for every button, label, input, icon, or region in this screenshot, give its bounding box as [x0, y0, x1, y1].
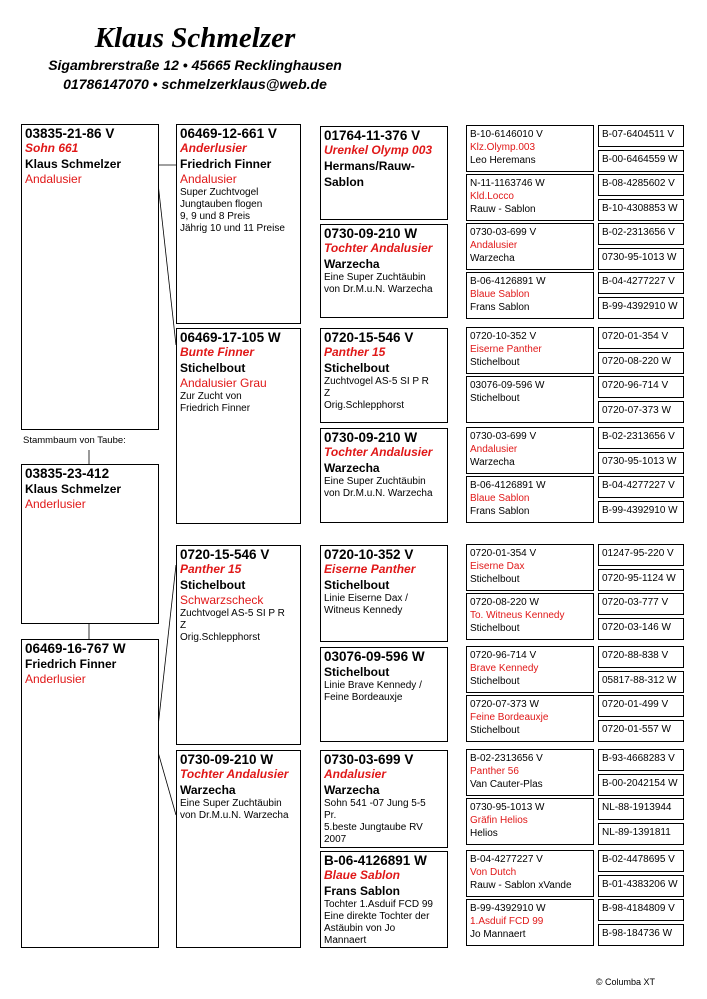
ancestor-card-gen5[interactable]: [598, 327, 684, 349]
ancestor-card-gen5[interactable]: [598, 223, 684, 245]
pigeon-name: Tochter Andalusier: [324, 445, 433, 459]
color: Andalusier: [180, 172, 237, 186]
pigeon-name: Tochter Andalusier: [180, 767, 289, 781]
pigeon-name: 1.Asduif FCD 99: [470, 916, 544, 927]
remarks: Zuchtvogel AS-5 SI P R Z Orig.Schlepphorst: [324, 376, 429, 411]
ring-number: 0720-15-546 V: [324, 330, 414, 345]
ancestor-card-gen5[interactable]: [598, 125, 684, 147]
owner: Rauw - Sablon xVande: [470, 880, 572, 891]
ring-number: 0730-95-1013 W: [602, 455, 677, 467]
ring-number: 03076-09-596 W: [324, 649, 425, 664]
ring-number: B-04-4277227 V: [602, 480, 675, 491]
pigeon-name: Eiserne Panther: [470, 344, 542, 355]
ancestor-card-gen4[interactable]: [466, 850, 594, 897]
ring-number: 03835-21-86 V: [25, 126, 115, 141]
ring-number: B-10-4308853 W: [602, 202, 678, 214]
ring-number: 0720-07-373 W: [602, 404, 671, 416]
owner: Stichelbout: [470, 357, 520, 368]
ring-number: 0720-95-1124 W: [602, 572, 676, 584]
owner: Klaus Schmelzer: [25, 157, 122, 171]
ancestor-card-gen5[interactable]: [598, 272, 684, 294]
owner: Stichelbout: [324, 361, 390, 375]
ancestor-card-gen5[interactable]: [598, 569, 684, 591]
subject-pigeon-card[interactable]: [21, 124, 159, 430]
pigeon-name: Blaue Sablon: [324, 868, 401, 882]
ring-number: B-99-4392910 W: [602, 504, 678, 516]
pigeon-name: Panther 15: [324, 345, 386, 359]
ancestor-card-gen4[interactable]: [466, 899, 594, 946]
ring-number: NL-89-1391811: [602, 826, 671, 838]
ring-number: 0720-01-354 V: [470, 548, 537, 559]
owner: Stichelbout: [470, 676, 520, 687]
ancestor-card-gen5[interactable]: [598, 798, 684, 820]
ring-number: 0720-10-352 V: [324, 547, 414, 562]
remarks: Zuchtvogel AS-5 SI P R Z Orig.Schlepphorst: [180, 608, 285, 643]
ancestor-card-gen4[interactable]: [466, 798, 594, 845]
ancestor-card-gen5[interactable]: [598, 823, 684, 845]
ancestor-card-gen5[interactable]: [598, 749, 684, 771]
remarks: Eine Super Zuchtäubin von Dr.M.u.N. Warzecha: [180, 798, 289, 821]
owner: Van Cauter-Plas: [470, 779, 543, 790]
mother-card[interactable]: [21, 639, 159, 948]
owner: Leo Heremans: [470, 155, 536, 166]
pigeon-name: Panther 15: [180, 562, 242, 576]
ring-number: B-98-4184809 V: [602, 903, 675, 914]
ring-number: 0730-09-210 W: [324, 430, 418, 445]
owner: Stichelbout: [470, 623, 520, 634]
great-grandparent-card[interactable]: [320, 224, 448, 318]
ring-number: B-06-4126891 W: [470, 276, 546, 287]
footer-copyright: © Columba XT: [595, 977, 655, 987]
ancestor-card-gen4[interactable]: [466, 327, 594, 374]
ancestor-card-gen5[interactable]: [598, 352, 684, 374]
owner: Stichelbout: [470, 725, 520, 736]
ring-number: 0720-07-373 W: [470, 699, 539, 710]
ring-number: B-06-4126891 W: [324, 853, 427, 868]
ring-number: 0730-95-1013 W: [602, 251, 677, 263]
ring-number: 0720-08-220 W: [470, 597, 539, 608]
owner: Friedrich Finner: [180, 157, 272, 171]
pigeon-name: Bunte Finner: [180, 345, 254, 359]
ancestor-card-gen5[interactable]: [598, 174, 684, 196]
ring-number: 0720-88-838 V: [602, 650, 669, 661]
ring-number: B-99-4392910 W: [602, 300, 678, 312]
owner: Hermans/Rauw- Sablon: [324, 159, 415, 189]
ancestor-card-gen5[interactable]: [598, 899, 684, 921]
pigeon-name: Gräfin Helios: [470, 815, 528, 826]
remarks: Eine Super Zuchtäubin von Dr.M.u.N. Warzecha: [324, 476, 433, 499]
great-grandparent-card[interactable]: [320, 328, 448, 423]
ancestor-card-gen4[interactable]: [466, 223, 594, 270]
owner: Warzecha: [324, 783, 380, 797]
owner: Warzecha: [180, 783, 236, 797]
ring-number: 0730-09-210 W: [180, 752, 274, 767]
ring-number: 0720-96-714 V: [470, 650, 537, 661]
ring-number: 0720-01-499 V: [602, 699, 669, 710]
ancestor-card-gen5[interactable]: [598, 875, 684, 897]
ring-number: 06469-17-105 W: [180, 330, 281, 345]
owner: Frans Sablon: [470, 506, 530, 517]
pigeon-name: Von Dutch: [470, 867, 517, 878]
owner: Jo Mannaert: [470, 929, 526, 940]
owner: Warzecha: [470, 457, 515, 468]
color: Andalusier Grau: [180, 376, 267, 390]
ring-number: 0730-95-1013 W: [470, 802, 545, 813]
ring-number: 01764-11-376 V: [324, 128, 421, 143]
ring-number: 0720-96-714 V: [602, 380, 669, 391]
remarks: Zur Zucht von Friedrich Finner: [180, 391, 251, 414]
ancestor-card-gen5[interactable]: [598, 150, 684, 172]
pigeon-name: Urenkel Olymp 003: [324, 143, 433, 157]
ancestor-card-gen5[interactable]: [598, 924, 684, 946]
pigeon-name: Tochter Andalusier: [324, 241, 433, 255]
ring-number: B-98-184736 W: [602, 927, 673, 939]
ancestor-card-gen5[interactable]: [598, 720, 684, 742]
ring-number: 0720-15-546 V: [180, 547, 270, 562]
ring-number: B-10-6146010 V: [470, 129, 543, 140]
ancestor-card-gen4[interactable]: [466, 544, 594, 591]
ring-number: B-02-2313656 V: [470, 753, 543, 764]
grandparent-card[interactable]: [176, 545, 301, 745]
breeder-name: Klaus Schmelzer: [94, 22, 296, 54]
ancestor-card-gen5[interactable]: [598, 476, 684, 498]
pigeon-name: Sohn 661: [25, 141, 79, 155]
ring-number: 0720-10-352 V: [470, 331, 537, 342]
great-grandparent-card[interactable]: [320, 545, 448, 642]
ancestor-card-gen5[interactable]: [598, 248, 684, 270]
pigeon-name: To. Witneus Kennedy: [470, 610, 565, 621]
ring-number: B-00-2042154 W: [602, 777, 678, 789]
pigeon-name: Blaue Sablon: [470, 493, 530, 504]
pigeon-name: Eiserne Panther: [324, 562, 416, 576]
great-grandparent-card[interactable]: [320, 750, 448, 848]
ancestor-card-gen4[interactable]: [466, 476, 594, 523]
ring-number: 0720-01-354 V: [602, 331, 669, 342]
ancestor-card-gen4[interactable]: [466, 174, 594, 221]
pigeon-name: Andalusier: [324, 767, 387, 781]
ring-number: B-06-4126891 W: [470, 480, 546, 491]
pigeon-name: Klz.Olymp.003: [470, 142, 536, 153]
ring-number: B-01-4383206 W: [602, 878, 678, 890]
ring-number: 06469-16-767 W: [25, 641, 126, 656]
owner: Stichelbout: [324, 665, 390, 679]
remarks: Eine Super Zuchtäubin von Dr.M.u.N. Warzecha: [324, 272, 433, 295]
ring-number: 05817-88-312 W: [602, 674, 677, 686]
ring-number: 0730-03-699 V: [470, 227, 537, 238]
ring-number: 0730-03-699 V: [324, 752, 414, 767]
pigeon-name: Kld.Locco: [470, 191, 514, 202]
ring-number: B-02-2313656 V: [602, 431, 675, 442]
ring-number: N-11-1163746 W: [470, 178, 545, 189]
ring-number: 06469-12-661 V: [180, 126, 277, 141]
ring-number: 03835-23-412: [25, 466, 110, 481]
pigeon-name: Anderlusier: [180, 141, 247, 155]
ancestor-card-gen4[interactable]: [466, 749, 594, 796]
owner: Stichelbout: [180, 578, 246, 592]
owner: Stichelbout: [324, 578, 390, 592]
great-grandparent-card[interactable]: [320, 428, 448, 523]
ring-number: B-04-4277227 V: [602, 276, 675, 287]
ring-number: 0720-03-146 W: [602, 621, 671, 633]
ancestor-card-gen5[interactable]: [598, 427, 684, 449]
color: Andalusier: [25, 172, 82, 186]
pigeon-name: Blaue Sablon: [470, 289, 530, 300]
owner: Friedrich Finner: [25, 657, 117, 671]
ancestor-card-gen4[interactable]: [466, 125, 594, 172]
pigeon-name: Andalusier: [470, 444, 518, 455]
pigeon-name: Feine Bordeauxje: [470, 712, 549, 723]
ancestor-card-gen5[interactable]: [598, 544, 684, 566]
ancestor-card-gen5[interactable]: [598, 501, 684, 523]
ring-number: 0720-03-777 V: [602, 597, 669, 608]
color: Anderlusier: [25, 497, 86, 511]
ancestor-card-gen5[interactable]: [598, 297, 684, 319]
ancestor-card-gen4[interactable]: [466, 272, 594, 319]
ancestor-card-gen5[interactable]: [598, 671, 684, 693]
grandparent-card[interactable]: [176, 328, 301, 524]
owner: Stichelbout: [470, 574, 520, 585]
remarks: Sohn 541 -07 Jung 5-5 Pr. 5.beste Jungtaube RV 2007: [324, 798, 426, 845]
ancestor-card-gen4[interactable]: [466, 427, 594, 474]
ring-number: 0720-08-220 W: [602, 355, 671, 367]
ring-number: 0730-03-699 V: [470, 431, 537, 442]
owner: Frans Sablon: [470, 302, 530, 313]
owner: Stichelbout: [470, 393, 520, 404]
ring-number: 0720-01-557 W: [602, 723, 671, 735]
ring-number: B-08-4285602 V: [602, 178, 675, 189]
great-grandparent-card[interactable]: [320, 126, 448, 220]
breeder-address: Sigambrerstraße 12 • 45665 Recklinghausen: [48, 57, 342, 73]
pigeon-name: Brave Kennedy: [470, 663, 539, 674]
ring-number: B-07-6404511 V: [602, 129, 675, 140]
ring-number: 01247-95-220 V: [602, 548, 674, 559]
remarks: Tochter 1.Asduif FCD 99 Eine direkte Tochter der Astäubin von Jo Mannaert: [324, 899, 433, 946]
ancestor-card-gen5[interactable]: [598, 646, 684, 668]
color: Schwarzscheck: [180, 593, 264, 607]
ring-number: B-02-4478695 V: [602, 854, 675, 865]
ancestor-card-gen5[interactable]: [598, 593, 684, 615]
ancestor-card-gen5[interactable]: [598, 376, 684, 398]
ring-number: B-04-4277227 V: [470, 854, 543, 865]
pigeon-name: Andalusier: [470, 240, 518, 251]
stammbaum-label: Stammbaum von Taube:: [23, 435, 126, 446]
ring-number: B-02-2313656 V: [602, 227, 675, 238]
ancestor-card-gen5[interactable]: [598, 850, 684, 872]
pigeon-name: Eiserne Dax: [470, 561, 525, 572]
great-grandparent-card[interactable]: [320, 647, 448, 742]
ring-number: B-99-4392910 W: [470, 903, 546, 914]
ancestor-card-gen4[interactable]: [466, 695, 594, 742]
owner: Warzecha: [324, 461, 380, 475]
ancestor-card-gen5[interactable]: [598, 199, 684, 221]
owner: Frans Sablon: [324, 884, 401, 898]
great-grandparent-card[interactable]: [320, 851, 448, 948]
ancestor-card-gen5[interactable]: [598, 401, 684, 423]
remarks: Super Zuchtvogel Jungtauben flogen 9, 9 und 8 Preis Jährig 10 und 11 Preise: [180, 187, 285, 234]
father-card[interactable]: [21, 464, 159, 624]
color: Anderlusier: [25, 672, 86, 686]
remarks: Linie Brave Kennedy / Feine Bordeauxje: [324, 680, 422, 703]
ancestor-card-gen4[interactable]: [466, 376, 594, 423]
ancestor-card-gen4[interactable]: [466, 646, 594, 693]
ring-number: B-93-4668283 V: [602, 753, 675, 764]
owner: Warzecha: [470, 253, 515, 264]
owner: Rauw - Sablon: [470, 204, 536, 215]
owner: Stichelbout: [180, 361, 246, 375]
ancestor-card-gen4[interactable]: [466, 593, 594, 640]
owner: Klaus Schmelzer: [25, 482, 122, 496]
pigeon-name: Panther 56: [470, 766, 519, 777]
ring-number: NL-88-1913944: [602, 802, 672, 813]
ancestor-card-gen5[interactable]: [598, 618, 684, 640]
owner: Warzecha: [324, 257, 380, 271]
ring-number: 03076-09-596 W: [470, 380, 545, 391]
owner: Helios: [470, 828, 498, 839]
ancestor-card-gen5[interactable]: [598, 695, 684, 717]
ancestor-card-gen5[interactable]: [598, 452, 684, 474]
breeder-contact: 01786147070 • schmelzerklaus@web.de: [63, 76, 327, 92]
grandparent-card[interactable]: [176, 124, 301, 324]
ring-number: B-00-6464559 W: [602, 153, 678, 165]
remarks: Linie Eiserne Dax / Witneus Kennedy: [324, 593, 408, 616]
ancestor-card-gen5[interactable]: [598, 774, 684, 796]
ring-number: 0730-09-210 W: [324, 226, 418, 241]
grandparent-card[interactable]: [176, 750, 301, 948]
